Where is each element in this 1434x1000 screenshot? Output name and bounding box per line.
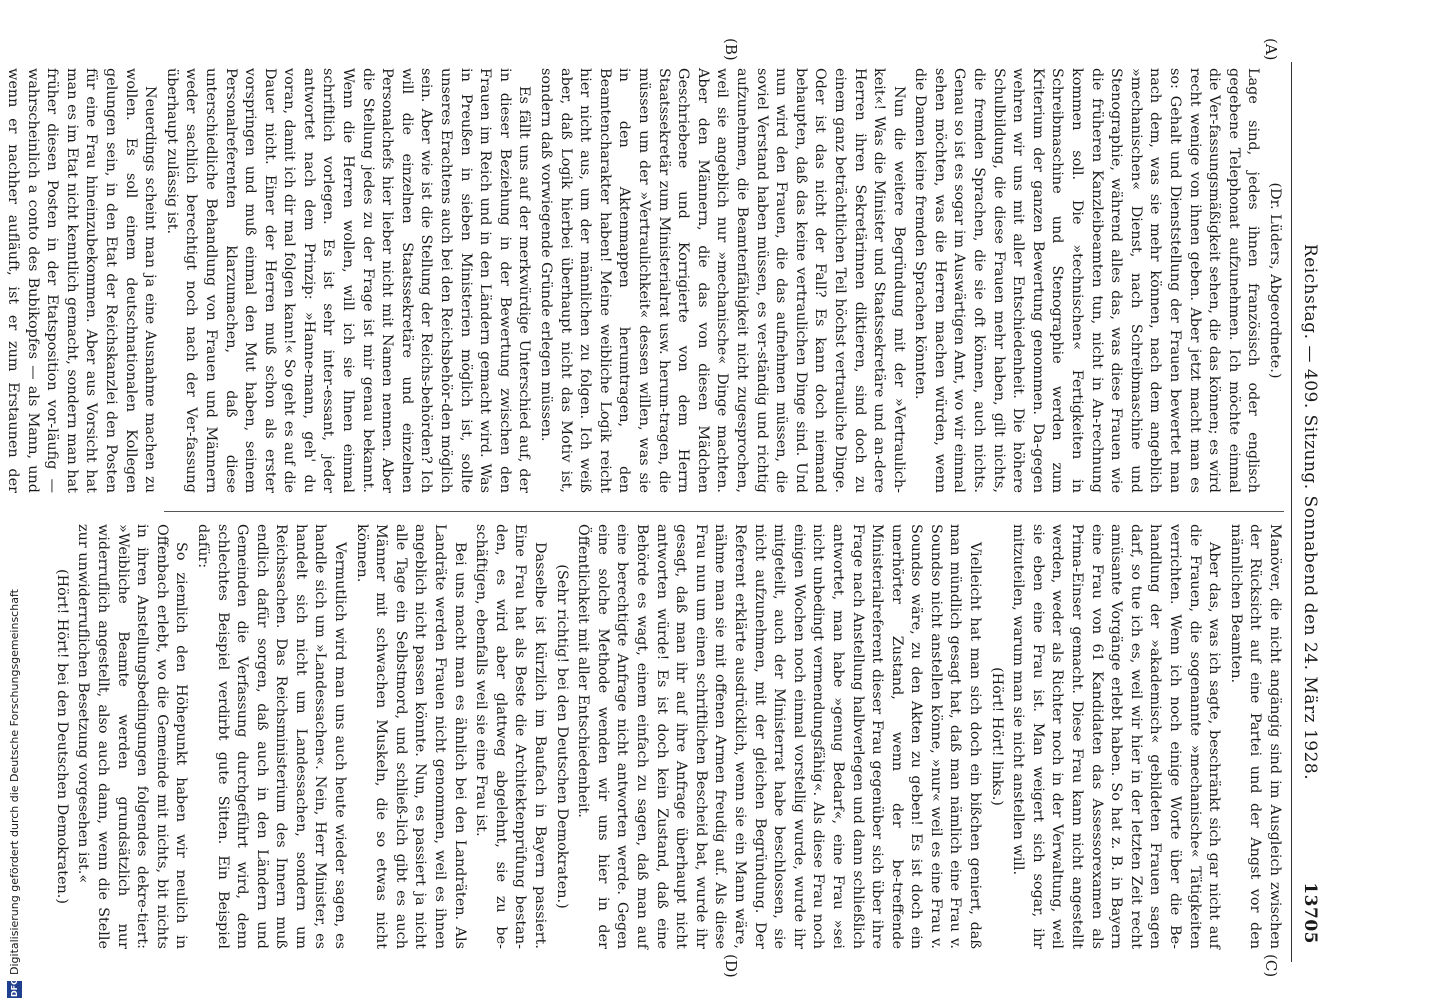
margin-letter-b: (B) (722, 38, 740, 61)
page-number: 13705 (1300, 882, 1320, 944)
paragraph: Nun die weitere Begründung mit der »Vertraulich-keit«! Was die Minister und Staatssekretäre und an-dere Herren ihren Sekretärinnen diktieren, sind doch zu einem ganz beträchtlichen Teil höchst vertrauliche Dinge. Oder ist das nicht der Fall? Es kann doch niemand behaupten, daß das keine vertraulichen Dinge sind. Und nun wird den Frauen, die das aufnehmen müssen, die soviel Verstand haben müssen, es ver-ständig und richtig aufzunehmen, die Beamtenfähigkeit nicht zugesprochen, weil sie angeblich nur »mechanische« Dinge machten. Aber den Männern, die das von diesen Mädchen Geschriebene und Korrigierte von dem Herrn Staatssekretär zum Ministerialrat usw. herum-tragen, die müssen um der »Vertraulichkeit« dessen willen, was sie in den Aktenmappen herumtragen, den Beamtencharakter haben! Meine weibliche Logik reicht hier nicht aus, um der männlichen zu folgen. Ich weiß aber, daß Logik hierbei überhaupt nicht das Motiv ist, sondern daß vorwiegende Gründe erlegen müssen. (538, 68, 907, 493)
paragraph: Lage sind, jedes ihnen französisch oder englisch gegebene Telephonat aufzunehmen. Ich möchte einmal die Ver-fassungsmäßigkeit sehen, die das können; es wird recht wenige von ihnen geben. Aber jetzt macht man es so: Gehalt und Dienststellung der Frauen bewertet man nach dem, was sie mehr können, nach dem angeblich »mechanischen« Dienst, nach Schreibmaschine und Stenographie, während alles das, was diese Frauen wie die früheren Kanzleibeamten tun, nicht in An-rechnung kommen soll. Die »technischen« Fertigkeiten in Schreibmaschine und Stenographie werden zum Kriterium der ganzen Bewertung genommen. Da-gegen wehren wir uns mit aller Entschiedenheit. Die höhere Schulbildung, die diese Frauen mehr haben, gilt nichts, die fremden Sprachen, die sie oft können, auch nichts. Genau so ist es sogar im Auswärtigen Amt, wo wir einmal sehen möchten, was die Herren machen würden, wenn die Damen keine fremden Sprachen könnten. (912, 68, 1262, 493)
running-head (1294, 62, 1320, 962)
paragraph: Vermutlich wird man uns auch heute wieder sagen, es handle sich um »Landessachen«. Nein, Herr Minister, es handelt sich nicht um Landessachen, sondern um Reichssachen. Das Reichsministerium des Innern muß endlich dafür sorgen, daß auch in den Ländern und Gemeinden die Verfassung durchgeführt wird, denn schlechtes Beispiel verdirbt gute Sitten. Ein Beispiel dafür: (194, 524, 349, 949)
left-text-column (0, 68, 1284, 493)
speaker-line: (Dr. Lüders, Abgeordnete.) (1267, 182, 1283, 379)
paragraph: Dasselbe ist kürzlich im Baufach in Bayern passiert. Eine Frau hat als Beste die Architektenprüfung bestan-den, es wird aber glattweg abgelehnt, sie zu be-schäftigen, ebenfalls weil sie eine Frau ist. (473, 524, 549, 949)
paragraph: Manöver, die nicht angängig sind im Ausgleich zwischen der Rücksicht auf eine Partei und der Angst vor den männlichen Beamten. (1227, 524, 1283, 949)
header-rule (1291, 62, 1292, 962)
paragraph: Aber das, was ich sagte, beschränkt sich gar nicht auf die Frauen, die sogenannte »mechanische« Tätigkeiten verrichten. Wenn ich noch einige Worte über die Be-handlung der »akademisch« gebildeten Frauen sagen darf, so tue ich es, weil wir hier in der letzten Zeit recht amüsante Vorgänge erlebt haben. So hat z. B. in Bayern eine Frau von 61 Kandidaten das Assessorexamen als Prima-Einser gemacht. Diese Frau kann nicht angestellt werden, weder als Richter noch in der Verwaltung, weil sie eben eine Frau ist. Man weigert sich sogar, ihr mitzuteilen, warum man sie nicht anstellen will. (1010, 524, 1223, 949)
digitization-credit-sidebar (6, 18, 22, 998)
right-text-column (49, 524, 1284, 949)
paragraph: Bei uns macht man es ähnlich bei den Landräten. Als Landräte werden Frauen nicht genommen, weil es ihnen angeblich nicht passen könnte. Nun, es passiert ja nicht alle Tage ein Selbstmord, und schließ-lich gibt es auch Männer mit schwachen Muskeln, die so etwas nicht können. (353, 524, 468, 949)
margin-letter-d: (D) (722, 954, 740, 978)
margin-letter-c: (C) (1262, 954, 1280, 978)
paragraph: Vielleicht hat man sich doch ein bißchen geniert, daß man mündlich gesagt hat, daß man nämlich eine Frau v. Soundso nicht anstellen könne, »nur« weil es eine Frau v. Soundso wäre, zu den Akten zu geben! Es ist doch ein unerhörter Zustand, wenn der be-treffende Ministerialreferent dieser Frau gegenüber sich über ihre Frage nach Anstellung halbverlegen und dann schließlich antwortet, man habe »genug Bedarf«, eine Frau »sei nicht unbedingt vermendungsfähig«. Als diese Frau noch einigen Wochen noch einmal vorstellig wurde, wurde ihr mitgeteilt, auch der Ministerrat habe beschlossen, sie nicht aufzunehmen, mit der gleichen Begründung. Der Referent erklärte ausdrücklich, wenn sie ein Mann wäre, nähme man sie mit offenen Armen freudig auf. Als diese Frau nun um einen schriftlichen Bescheid bat, wurde ihr gesagt, daß man ihr auf ihre Anfrage überhaupt nicht antworten würde! Es ist doch kein Zustand, daß eine Behörde es wagt, einem einfach zu sagen, daß man auf eine berechtigte Anfrage nicht antworten werde. Gegen eine solche Methode wenden wir uns hier in der Öffentlichkeit mit aller Entschiedenheit. (575, 524, 984, 949)
digitization-credit-text: Digitalisierung gefördert durch die Deutsche Forschungsgemeinschaft (7, 589, 21, 975)
interjection: (Sehr richtig! bei den Deutschen Demokraten.) (553, 564, 570, 909)
margin-letter-a: (A) (1262, 38, 1280, 61)
paragraph: So ziemlich den Höhepunkt haben wir neulich in Offenbach erlebt, wo die Gemeinde mit nichts, bit nichts in ihren Anstellungsbedingungen folgendes dekre-tiert: »Weibliche Beamte werden grundsätzlich nur widerruflich angestellt, also auch dann, wenn die Stelle zur unwiderruflichen Besetzung vorgesehen ist.« (75, 524, 190, 949)
paragraph: Es fällt uns auf der merkwürdige Unterschied auf, der in dieser Beziehung in der Bewertung zwischen den Frauen im Reich und in den Ländern gemacht wird. Was in Preußen in sieben Ministerien möglich ist, sollte unseres Erachtens auch bei den Reichsbehör-den möglich sein. Aber wie ist die Stellung der Reichs-behörden? Ich will die einzelnen Staatssekretäre und einzelnen Personalchefs hier lieber nicht mit Namen nennen. Aber die Stellung jedes zu der Frage ist mir genau bekannt. Wenn die Herren wollen, will ich sie Ihnen einmal schriftlich vorlegen. Es ist sehr inter-essant, jeder antwortet nach dem Prinzip: »Hanne-mann, geh' du voran, damit ich dir mal folgen kann!« So geht es auf die Dauer nicht. Einer der Herren muß schon als erster vorspringen und muß einmal den Mut haben, seinem Personalreferenten klarzumachen, daß diese unterschiedliche Behandlung von Frauen und Männern weder sachlich berechtigt noch nach der Ver-fassung überhaupt zulässig ist. (163, 68, 533, 493)
dfg-logo-icon: DFG (7, 981, 22, 998)
interjection: (Hört! Hört! bei den Deutschen Demokraten.) (53, 568, 70, 905)
page-header-title: Reichstag. — 409. Sitzung. Sonnabend den 24. März 1928. (1300, 243, 1320, 781)
paragraph: Neuerdings scheint man ja eine Ausnahme machen zu wollen. Es soll einem deutschnationalen Kollegen gelungen sein, in den Etat der Reichskanzlei den Posten für eine Frau hineinzubekommen. Aber aus Vorsicht hat man es im Etat nicht kenntlich gemacht, sondern man hat früher diesen Posten in der Etatsposition vor-läufig — wahrscheinlich a conto des Bubikopfes — als Mann, und wenn er nachher aufläuft, ist er zum Erstaunen der (5, 68, 159, 493)
column-divider (164, 511, 1284, 512)
interjection: (Hört! Hört! links.) (988, 667, 1005, 806)
